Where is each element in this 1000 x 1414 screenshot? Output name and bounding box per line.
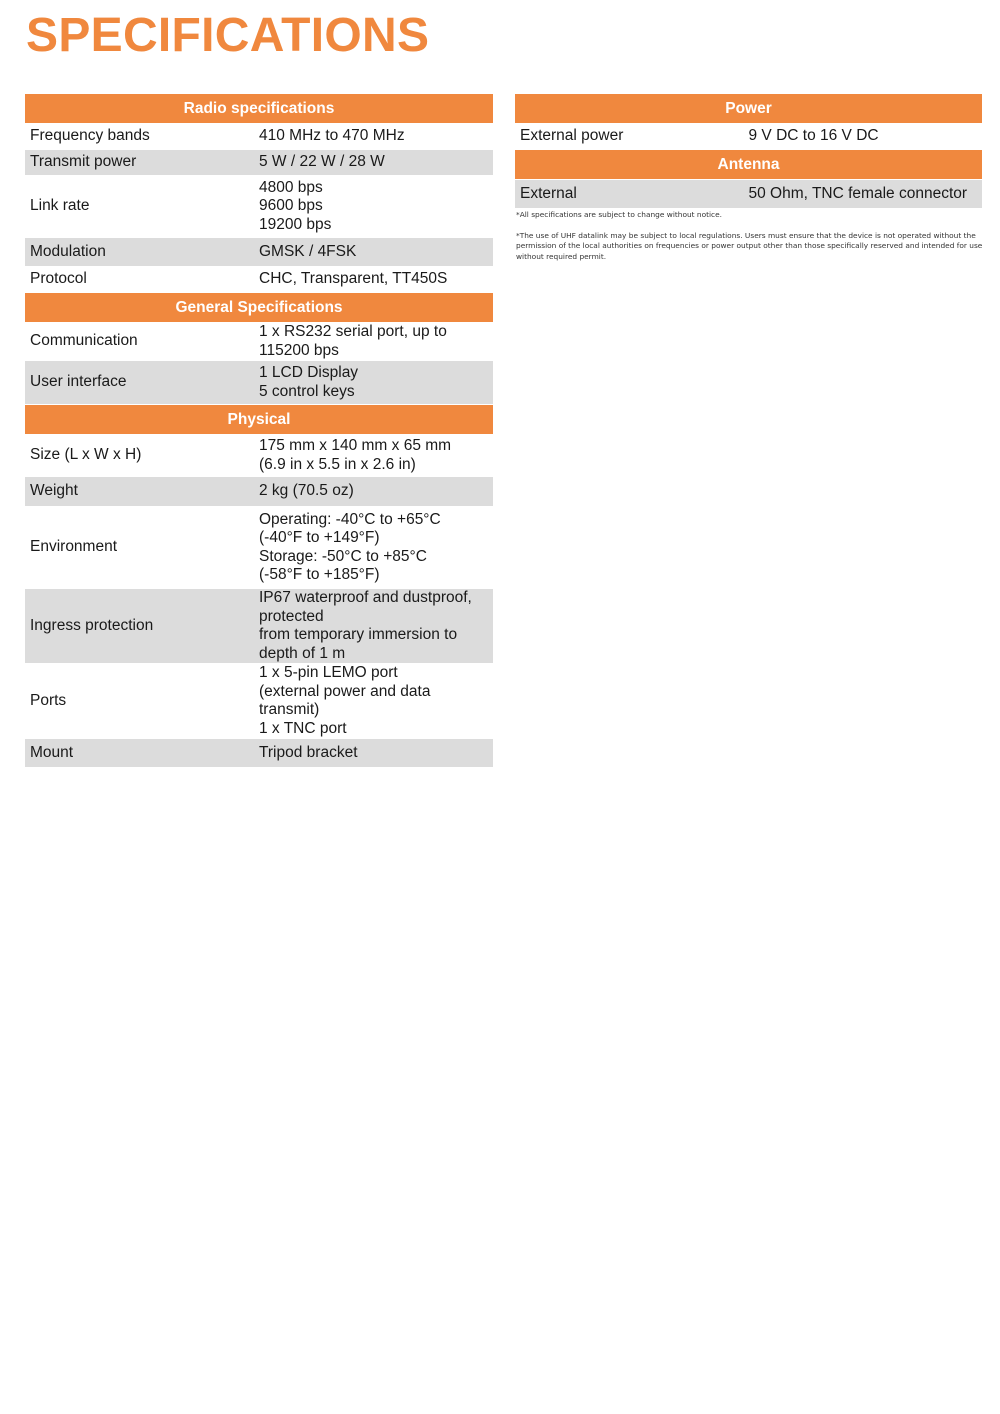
power-heading: Power [515,94,982,124]
spec-value-line: 50 Ohm, TNC female connector [748,184,968,202]
spec-label: Mount [25,739,259,768]
spec-value [259,507,493,589]
physical-section [25,405,493,768]
footnotes [516,210,986,272]
spec-value-line: Operating: -40°C to +65°C [259,510,441,528]
spec-row [25,477,493,507]
spec-label: User interface [25,361,259,405]
spec-value-line: Storage: -50°C to +85°C [259,547,427,565]
spec-value-line: 9600 bps [259,197,323,215]
page-title: SPECIFICATIONS [26,9,430,62]
antenna-heading-row [515,150,982,180]
footnote-changes: *All specifications are subject to change without notice. [516,210,723,219]
spec-value-line: 1 LCD Display [259,364,359,381]
radio-heading: Radio specifications [25,94,493,124]
spec-value-line: 1 x TNC port [259,719,347,737]
spec-label: Size (L x W x H) [25,435,259,477]
spec-value [259,267,493,293]
spec-value-line: 5 control keys [259,382,355,400]
spec-label: Communication [25,323,259,361]
spec-row [515,180,982,209]
spec-label: Frequency bands [25,124,259,150]
spec-label: Environment [25,507,259,589]
spec-value [749,180,983,209]
spec-label: Ports [25,664,259,739]
power-heading-row [515,94,982,124]
spec-value-line: 1 x 5-pin LEMO port [259,664,398,681]
spec-value [259,477,493,507]
radio-heading-row [25,94,493,124]
general-heading: General Specifications [25,293,493,323]
spec-value [259,150,493,176]
spec-value [259,124,493,150]
power-section [515,94,982,150]
radio-section [25,94,493,293]
spec-value-line: (6.9 in x 5.5 in x 2.6 in) [259,455,416,473]
spec-value [259,739,493,768]
spec-value [259,361,493,405]
spec-label: Ingress protection [25,589,259,664]
spec-value-line: (-40°F to +149°F) [259,529,380,546]
spec-row [25,589,493,664]
general-section [25,293,493,405]
spec-value [259,435,493,477]
spec-value-line: (-58°F to +185°F) [259,566,380,583]
spec-value [259,176,493,238]
spec-value-line: 19200 bps [259,215,332,233]
spec-row [25,176,493,238]
spec-value-line: IP67 waterproof and dustproof, protected [259,589,472,625]
spec-value-line: 410 MHz to 470 MHz [259,127,405,145]
spec-value-line: 175 mm x 140 mm x 65 mm [259,437,452,454]
spec-row [515,124,982,150]
spec-label: Weight [25,477,259,507]
spec-row [25,150,493,176]
spec-value-line: (external power and data transmit) [259,682,431,718]
spec-value-line: 1 x RS232 serial port, up to 115200 bps [259,323,447,359]
general-heading-row [25,293,493,323]
spec-value-line: GMSK / 4FSK [259,242,357,260]
physical-heading-row [25,405,493,435]
spec-row [25,238,493,267]
right-spec-table [515,94,982,209]
spec-value-line: 9 V DC to 16 V DC [748,127,879,145]
spec-label: Modulation [25,238,259,267]
left-spec-table [25,94,493,768]
physical-heading: Physical [25,405,493,435]
spec-value-line: CHC, Transparent, TT450S [259,270,448,288]
spec-row [25,435,493,477]
spec-label: External power [515,124,749,150]
spec-value-line: Tripod bracket [259,743,358,761]
spec-row [25,664,493,739]
spec-row [25,739,493,768]
spec-label: Protocol [25,267,259,293]
spec-value-line: 2 kg (70.5 oz) [259,482,354,500]
antenna-section [515,150,982,209]
spec-value-line: 5 W / 22 W / 28 W [259,153,385,171]
spec-value-line: 4800 bps [259,178,323,196]
spec-row [25,507,493,589]
spec-label: Link rate [25,176,259,238]
spec-label: Transmit power [25,150,259,176]
spec-value [259,323,493,361]
spec-value [259,238,493,267]
spec-row [25,124,493,150]
spec-row [25,267,493,293]
spec-label: External [515,180,749,209]
antenna-heading: Antenna [515,150,982,180]
spec-row [25,361,493,405]
spec-value [259,664,493,739]
spec-value [259,589,493,664]
spec-row [25,323,493,361]
spec-value-line: from temporary immersion to depth of 1 m [259,626,458,662]
footnote-regulations: *The use of UHF datalink may be subject to local regulations. Users must ensure that the device is not operated without the permission of the local authorities on frequencies or power output other than those specifically reserved and intended for use without required permit. [516,230,983,261]
spec-value [749,124,983,150]
